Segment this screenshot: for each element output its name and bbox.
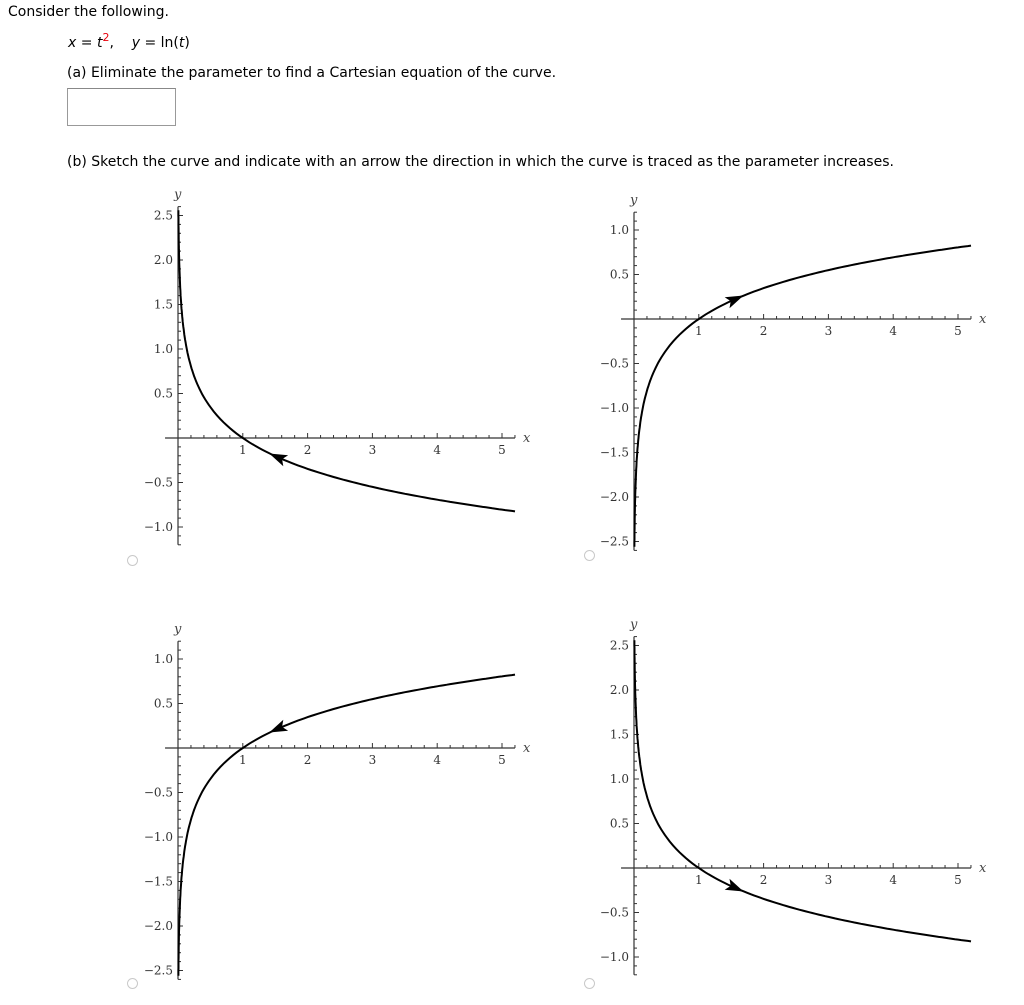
x-tick-label: 3	[824, 873, 833, 887]
eq-x-lhs: x	[68, 35, 77, 51]
y-tick-label: 1.0	[153, 342, 173, 356]
x-tick-label: 4	[889, 324, 898, 338]
graph-option-b	[600, 193, 987, 550]
x-tick-label: 1	[238, 443, 247, 457]
eq-separator: ,	[109, 35, 114, 51]
x-tick-label: 3	[824, 324, 833, 338]
x-tick-label: 1	[694, 324, 703, 338]
graph-option-a	[144, 188, 531, 545]
x-tick-label: 3	[368, 443, 377, 457]
y-tick-label: 2.5	[153, 208, 173, 223]
y-tick-label: −0.5	[143, 475, 173, 490]
x-axis-label: x	[978, 312, 987, 327]
x-tick-label: 2	[303, 443, 312, 457]
eq-y-arg: t	[178, 35, 185, 51]
x-tick-label: 5	[498, 753, 506, 767]
y-tick-label: 0.5	[609, 267, 629, 282]
y-tick-label: −0.5	[599, 356, 629, 371]
option-a-radio[interactable]	[127, 555, 138, 566]
x-tick-label: 4	[433, 753, 442, 767]
y-tick-label: 0.5	[153, 696, 173, 711]
x-tick-label: 5	[954, 324, 962, 338]
y-tick-label: 1.0	[609, 223, 629, 237]
y-tick-label: −1.0	[143, 520, 173, 534]
y-tick-label: 2.0	[609, 683, 629, 697]
y-tick-label: −1.5	[143, 874, 173, 889]
y-tick-label: −0.5	[143, 785, 173, 800]
eq-y-equals: = ln(	[140, 35, 179, 51]
y-tick-label: −1.0	[599, 401, 629, 415]
y-tick-label: 0.5	[609, 816, 629, 831]
graph-option-c	[144, 622, 531, 979]
y-axis-label: y	[174, 187, 182, 203]
y-tick-label: −2.5	[599, 534, 629, 549]
x-tick-label: 5	[498, 443, 506, 457]
x-axis-label: x	[522, 431, 531, 446]
option-b-radio[interactable]	[584, 550, 595, 561]
part-a-prompt: (a) Eliminate the parameter to find a Cartesian equation of the curve.	[67, 65, 557, 81]
direction-arrow-icon	[725, 879, 746, 897]
direction-arrow-icon	[267, 448, 288, 466]
x-tick-label: 1	[694, 873, 703, 887]
graph-option-d	[600, 618, 987, 975]
y-tick-label: 1.0	[153, 652, 173, 666]
eq-x-equals: =	[76, 35, 97, 51]
option-d-radio[interactable]	[584, 978, 595, 989]
direction-arrow-icon	[267, 720, 288, 738]
eq-y-lhs: y	[131, 35, 140, 51]
x-tick-label: 4	[889, 873, 898, 887]
y-tick-label: −1.5	[599, 445, 629, 460]
y-tick-label: 1.5	[153, 297, 173, 312]
y-tick-label: −2.0	[599, 490, 629, 504]
eq-y-close: )	[184, 35, 190, 51]
y-tick-label: −0.5	[599, 905, 629, 920]
x-axis-label: x	[522, 741, 531, 756]
x-tick-label: 4	[433, 443, 442, 457]
y-axis-label: y	[174, 622, 182, 638]
eq-x-exponent: 2	[102, 31, 110, 44]
intro-text: Consider the following.	[8, 4, 169, 20]
y-tick-label: −2.5	[143, 963, 173, 978]
x-tick-label: 2	[759, 873, 768, 887]
x-tick-label: 3	[368, 753, 377, 767]
x-tick-label: 1	[238, 753, 247, 767]
y-tick-label: −1.0	[599, 950, 629, 964]
x-tick-label: 2	[759, 324, 768, 338]
x-tick-label: 5	[954, 873, 962, 887]
y-tick-label: 0.5	[153, 386, 173, 401]
eq-x-base: t	[96, 35, 103, 51]
option-c-radio[interactable]	[127, 978, 138, 989]
curve	[178, 675, 515, 976]
curve	[634, 246, 971, 547]
y-tick-label: −2.0	[143, 919, 173, 933]
y-tick-label: −1.0	[143, 830, 173, 844]
curve	[178, 210, 515, 511]
y-axis-label: y	[630, 617, 638, 633]
x-tick-label: 2	[303, 753, 312, 767]
part-b-prompt: (b) Sketch the curve and indicate with an arrow the direction in which the curve is traced as the parameter increases.	[67, 154, 894, 170]
y-tick-label: 1.5	[609, 727, 629, 742]
curve	[634, 640, 971, 941]
direction-arrow-icon	[725, 290, 746, 308]
y-tick-label: 2.0	[153, 253, 173, 267]
x-axis-label: x	[978, 861, 987, 876]
y-tick-label: 1.0	[609, 772, 629, 786]
y-tick-label: 2.5	[609, 638, 629, 653]
y-axis-label: y	[630, 193, 638, 209]
